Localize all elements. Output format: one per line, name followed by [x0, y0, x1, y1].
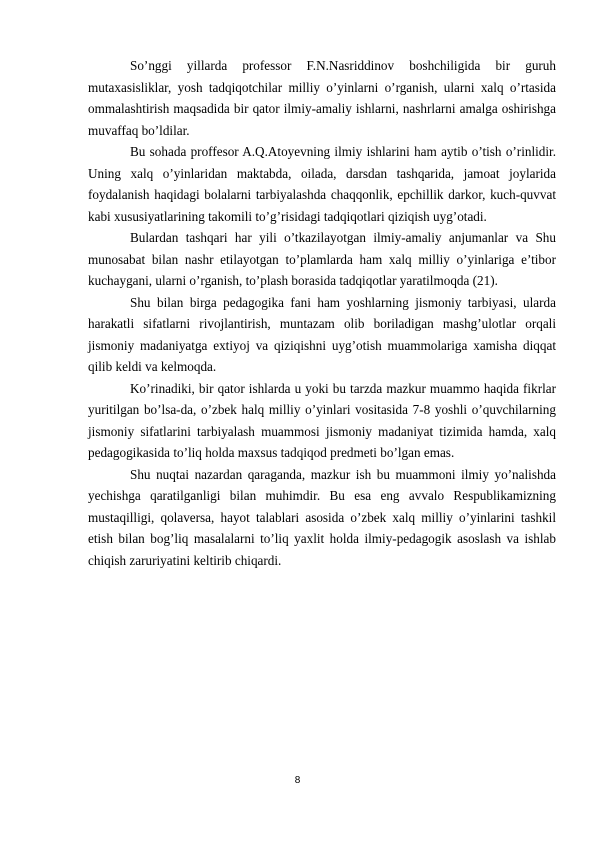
paragraph-4: Shu bilan birga pedagogika fani ham yoshlarning jismoniy tarbiyasi, ularda harakatli sifatlarni rivojlantirish, muntazam olib boriladigan mashg’ulotlar orqali jismoniy madaniyatga extiyoj va qiziqishni uyg’otish muammolariga xamisha diqqat qilib keldi va kelmoqda.	[88, 294, 556, 374]
paragraph-6: Shu nuqtai nazardan qaraganda, mazkur ish bu muammoni ilmiy yo’nalishda yechishga qaratilganligi bilan muhimdir. Bu esa eng avvalo Respublikamizning mustaqilligi, qolaversa, hayot talablari asosida o’zbek xalq milliy o’yinlarini tashkil etish bilan bog’liq masalalarni to’liq yaxlit holda ilmiy-pedagogik asoslash va ishlab chiqish zaruriyatini keltirib chiqardi.	[88, 466, 556, 568]
document-page	[88, 55, 556, 571]
paragraph-2: Bu sohada proffesor A.Q.Atoyevning ilmiy ishlarini ham aytib o’tish o’rinlidir. Uning xalq o’yinlaridan maktabda, oilada, darsdan tashqarida, jamoat joylarida foydalanish haqidagi bolalarni tarbiyalashda chaqqonlik, epchillik darkor, kuch-quvvat kabi xususiyatlarining takomili to’g’risidagi tadqiqotlari qiziqish uyg’otadi.	[88, 144, 556, 224]
paragraph-1: So’nggi yillarda professor F.N.Nasriddinov boshchiligida bir guruh mutaxasisliklar, yosh tadqiqotchilar milliy o’yinlarni o’rganish, ularni xalq o’rtasida ommalashtirish maqsadida bir qator ilmiy-amaliy ishlarni, nashrlarni amalga oshirishga muvaffaq bo’ldilar.	[88, 58, 556, 138]
paragraph-5: Ko’rinadiki, bir qator ishlarda u yoki bu tarzda mazkur muammo haqida fikrlar yuritilgan bo’lsa-da, o’zbek halq milliy o’yinlari vositasida 7-8 yoshli o’quvchilarning jismoniy sifatlarini tarbiyalash muammosi jismoniy madaniyat tizimida hamda, xalq pedagogikasida to’liq holda maxsus tadqiqod predmeti bo’lgan emas.	[88, 380, 556, 460]
paragraph-3: Bulardan tashqari har yili o’tkazilayotgan ilmiy-amaliy anjumanlar va Shu munosabat bilan nashr etilayotgan to’plamlarda ham xalq milliy o’yinlariga e’tibor kuchaygani, ularni o’rganish, to’plash borasida tadqiqotlar yaratilmoqda (21).	[88, 230, 556, 288]
page-number: 8	[294, 775, 301, 786]
